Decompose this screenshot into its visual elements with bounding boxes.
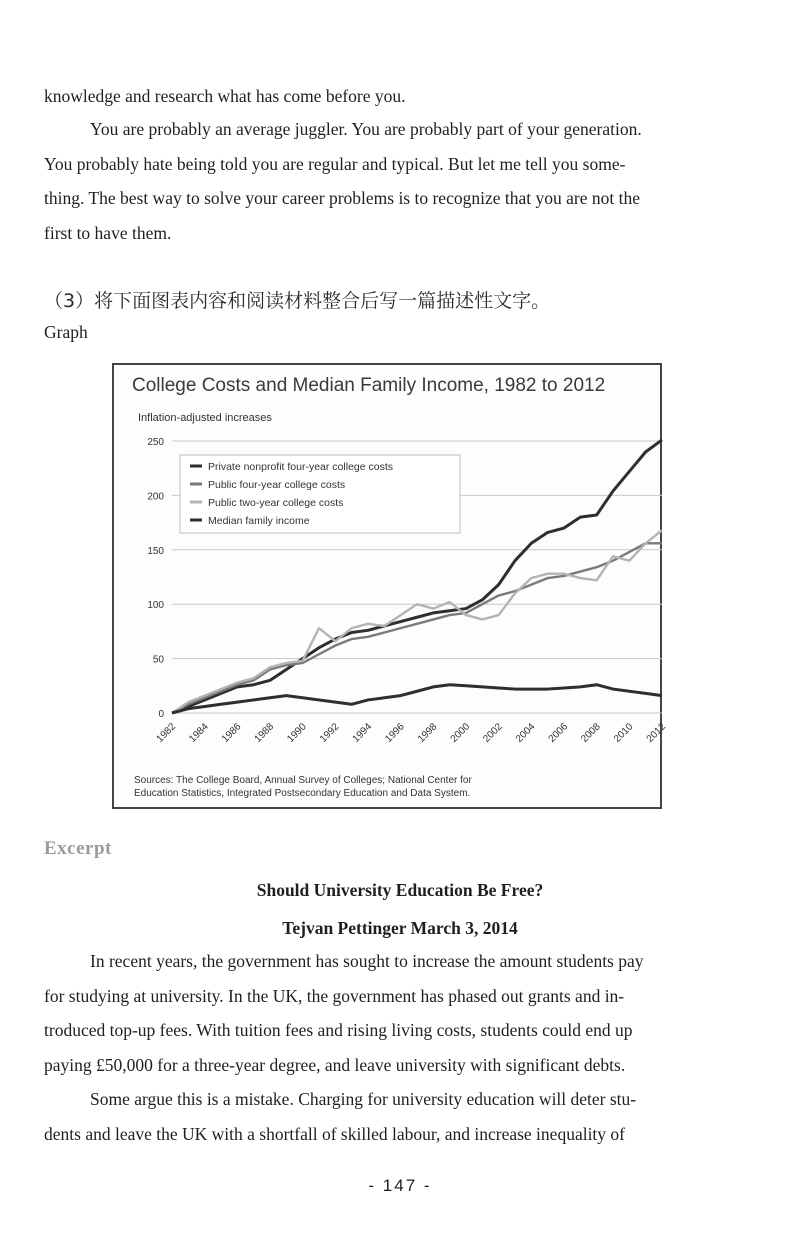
x-tick-label: 2012	[644, 721, 669, 745]
x-tick-label: 2000	[448, 721, 473, 745]
x-tick-label: 1988	[252, 721, 277, 745]
paragraph-2-line: for studying at university. In the UK, the government has phased out grants and in-	[44, 985, 625, 1006]
x-tick-label: 1998	[415, 721, 440, 745]
article-byline: Tejvan Pettinger March 3, 2014	[282, 918, 518, 938]
x-tick-label: 1984	[187, 721, 211, 745]
paragraph-3	[44, 1082, 756, 1151]
x-tick-label: 1994	[350, 721, 375, 745]
y-tick-label: 50	[152, 654, 164, 666]
legend-entry: Public two-year college costs	[208, 497, 344, 509]
line-chart	[114, 365, 669, 807]
y-tick-label: 250	[147, 437, 164, 448]
series-line	[172, 685, 662, 713]
paragraph-3-line: dents and leave the UK with a shortfall of skilled labour, and increase inequality of	[44, 1123, 625, 1144]
chart-source-line: Education Statistics, Integrated Postsecondary Education and Data System.	[134, 788, 471, 799]
x-tick-label: 1996	[383, 721, 407, 745]
x-tick-label: 2010	[611, 721, 636, 745]
y-tick-label: 0	[158, 709, 164, 720]
legend-entry: Private nonprofit four-year college costs	[208, 461, 394, 473]
legend-entry: Median family income	[208, 515, 310, 527]
paragraph-1-line: thing. The best way to solve your career problems is to recognize that you are not the	[44, 188, 640, 208]
x-tick-label: 2002	[481, 721, 505, 745]
paragraph-2-line: paying £50,000 for a three-year degree, and leave university with significant debts.	[44, 1054, 626, 1075]
x-tick-label: 1992	[317, 721, 342, 745]
chart-frame	[112, 363, 669, 809]
paragraph-1-line: You are probably an average juggler. You are probably part of your generation.	[90, 119, 642, 139]
paragraph-3-line: Some argue this is a mistake. Charging for university education will deter stu-	[90, 1089, 637, 1109]
paragraph-2-line: troduced top-up fees. With tuition fees and rising living costs, students could end up	[44, 1020, 633, 1040]
y-tick-label: 100	[147, 600, 164, 612]
paragraph-1-line: first to have them.	[44, 222, 172, 243]
chart-title: College Costs and Median Family Income, 1982 to 2012	[132, 375, 606, 396]
chart-y-axis-label: Inflation-adjusted increases	[138, 412, 272, 424]
paragraph-1-line: You probably hate being told you are regular and typical. But let me tell you some-	[44, 153, 626, 174]
x-tick-label: 2004	[513, 721, 538, 745]
x-tick-label: 2006	[546, 721, 571, 745]
y-tick-label: 150	[147, 545, 164, 557]
paragraph-1	[44, 112, 756, 250]
y-tick-label: 200	[147, 491, 164, 503]
x-tick-label: 1990	[285, 721, 309, 745]
excerpt-label: Excerpt	[44, 838, 112, 859]
task-heading: （3）将下面图表内容和阅读材料整合后写一篇描述性文字。	[44, 290, 551, 312]
page-number: - 147 -	[368, 1176, 432, 1195]
legend-entry: Public four-year college costs	[208, 479, 346, 491]
x-tick-label: 1982	[154, 721, 179, 745]
x-tick-label: 2008	[579, 721, 603, 745]
x-tick-label: 1986	[219, 721, 244, 745]
paragraph-2-line: In recent years, the government has sought to increase the amount students pay	[90, 951, 644, 971]
graph-label: Graph	[44, 322, 88, 342]
chart-source-line: Sources: The College Board, Annual Survey of Colleges; National Center for	[134, 775, 472, 786]
series-line	[172, 543, 662, 713]
top-line: knowledge and research what has come before you.	[44, 86, 406, 106]
paragraph-2	[44, 944, 756, 1082]
article-title: Should University Education Be Free?	[256, 880, 544, 900]
